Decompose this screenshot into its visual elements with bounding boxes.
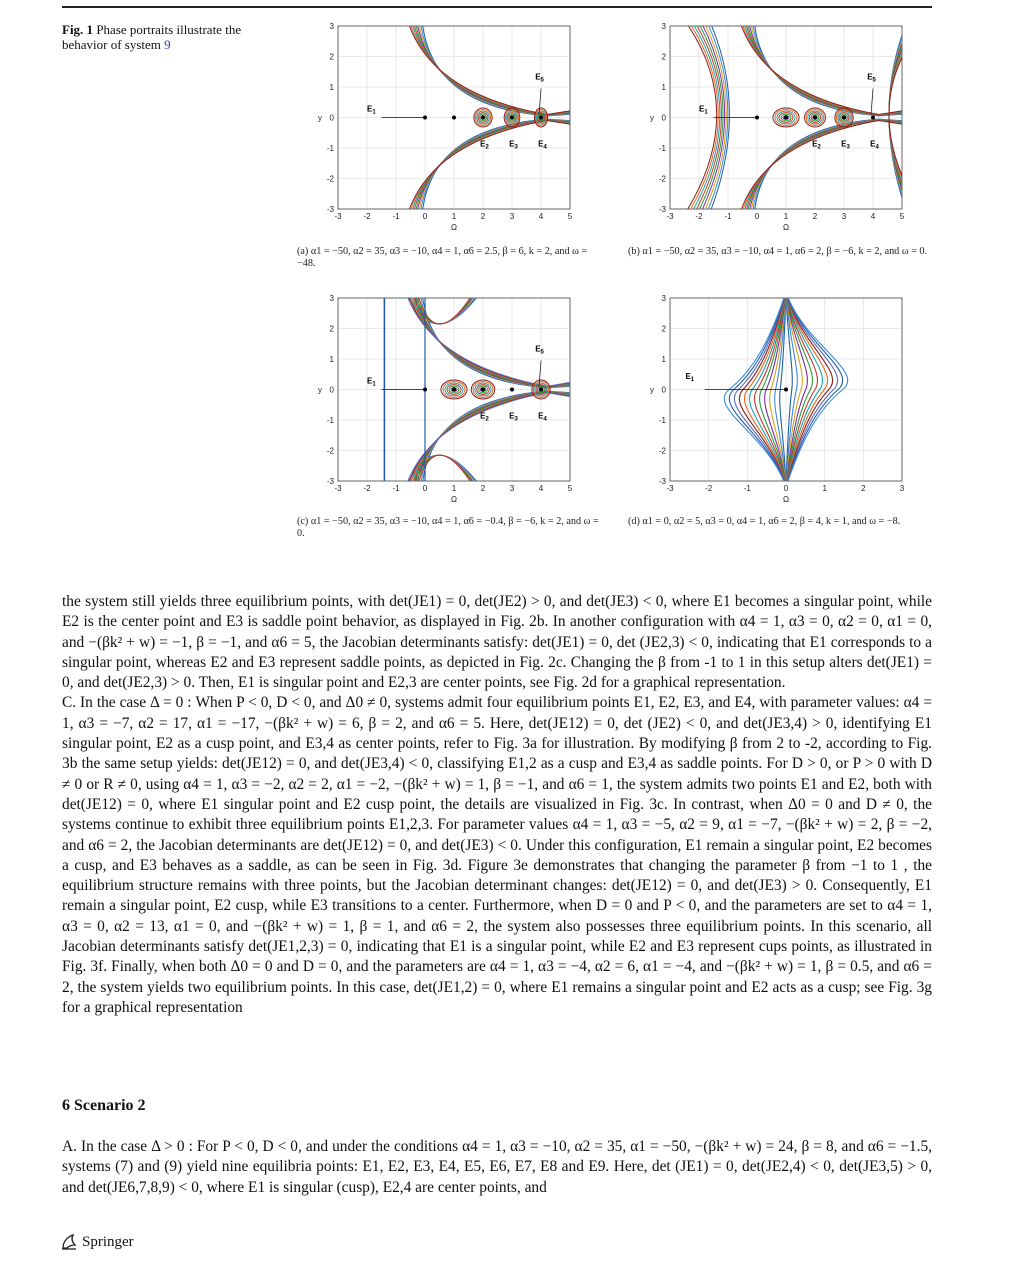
figure-caption-ref[interactable]: 9 bbox=[164, 37, 171, 52]
x-tick-label: 4 bbox=[538, 212, 544, 221]
y-tick-label: 1 bbox=[661, 83, 666, 92]
y-tick-label: 1 bbox=[329, 355, 334, 364]
equilibrium-label: $E_5$ bbox=[867, 72, 876, 84]
x-tick-label: 5 bbox=[567, 212, 573, 221]
x-tick-label: 4 bbox=[870, 212, 876, 221]
y-tick-label: 2 bbox=[661, 324, 666, 334]
trajectory bbox=[422, 289, 576, 388]
trajectory bbox=[406, 289, 575, 387]
equilibrium-label: $E_2$ bbox=[812, 139, 821, 151]
equilibrium-label: $E_4$ bbox=[538, 411, 547, 423]
paragraph-1: the system still yields three equilibrium points, with det(JE1) = 0, det(JE2) > 0, and det(JE3) < 0, where E1 becomes a singular point, while E2 is the center point and E3 is saddle point behavior, as displayed in Fig. 2b. In another configuration with α4 = 1, α3 = 0, α2 = 0, α1 = 0, and −(βk² + w) = −1, β = −1, and α6 = 5, the Jacobian determinants satisfy: det(JE1) = 0, det (JE2,3) < 0, indicating that E1 corresponds to a singular point, whereas E2 and E3 represent saddle points, as depicted in Fig. 2c. Changing the β from -1 to 1 in this setup alters det(JE1) = 0, and det(JE2,3) > 0. Then, E1 is singular point and E2,3 are center points, see Fig. 2d for a graphical representation. bbox=[62, 593, 932, 692]
trajectory bbox=[754, 17, 908, 116]
equilibrium-point bbox=[452, 388, 456, 392]
phase-portrait-c bbox=[310, 290, 600, 515]
x-axis-label: Ω bbox=[451, 495, 457, 504]
y-tick-label: -3 bbox=[326, 477, 334, 486]
equilibrium-point bbox=[481, 116, 485, 120]
y-tick-label: -3 bbox=[326, 205, 334, 214]
x-tick-label: -1 bbox=[743, 484, 751, 493]
trajectory bbox=[420, 289, 576, 388]
trajectory bbox=[418, 120, 576, 219]
x-tick-label: 5 bbox=[567, 484, 573, 493]
y-tick-label: 0 bbox=[329, 113, 334, 123]
y-tick-label: 3 bbox=[661, 22, 666, 31]
y-tick-label: -3 bbox=[658, 205, 666, 214]
x-tick-label: -3 bbox=[666, 212, 674, 221]
x-tick-label: 0 bbox=[422, 484, 428, 493]
section-title: Scenario 2 bbox=[74, 1097, 146, 1114]
x-tick-label: -1 bbox=[392, 212, 400, 221]
y-tick-label: -1 bbox=[326, 416, 334, 425]
equilibrium-point bbox=[452, 116, 456, 120]
body-text bbox=[62, 592, 932, 1018]
equilibrium-label: $E_4$ bbox=[538, 139, 547, 151]
equilibrium-point bbox=[784, 116, 788, 120]
y-tick-label: -2 bbox=[658, 446, 666, 456]
equilibrium-point bbox=[539, 116, 543, 120]
equilibrium-point bbox=[755, 116, 759, 120]
y-tick-label: 2 bbox=[661, 52, 666, 62]
springer-logo-icon bbox=[60, 1233, 78, 1251]
y-tick-label: -2 bbox=[658, 174, 666, 184]
trajectory bbox=[750, 17, 908, 116]
x-tick-label: -1 bbox=[392, 484, 400, 493]
y-axis-label: y bbox=[318, 113, 322, 123]
x-tick-label: 1 bbox=[822, 484, 827, 493]
phase-portrait-d bbox=[642, 290, 932, 515]
y-tick-label: -1 bbox=[326, 144, 334, 153]
y-tick-label: -1 bbox=[658, 416, 666, 425]
y-tick-label: -3 bbox=[658, 477, 666, 486]
y-tick-label: -2 bbox=[326, 174, 334, 184]
x-tick-label: 0 bbox=[422, 212, 428, 221]
trajectory bbox=[738, 121, 907, 219]
x-tick-label: 0 bbox=[754, 212, 760, 221]
equilibrium-point bbox=[510, 388, 514, 392]
equilibrium-label: $E_5$ bbox=[535, 344, 544, 356]
trajectory bbox=[422, 119, 576, 218]
x-axis-label: Ω bbox=[451, 223, 457, 232]
y-tick-label: 1 bbox=[661, 355, 666, 364]
trajectory bbox=[406, 17, 575, 115]
trajectory bbox=[738, 17, 907, 115]
y-axis-label: y bbox=[318, 385, 322, 395]
trajectory bbox=[406, 121, 575, 219]
equilibrium-label: $E_1$ bbox=[685, 371, 695, 383]
equilibrium-point bbox=[842, 116, 846, 120]
y-tick-label: 0 bbox=[661, 113, 666, 123]
phase-portrait-svg bbox=[642, 18, 932, 243]
trajectory bbox=[416, 120, 576, 218]
section-heading bbox=[62, 1097, 146, 1115]
x-tick-label: 1 bbox=[451, 484, 457, 493]
x-tick-label: 5 bbox=[899, 212, 905, 221]
equilibrium-point bbox=[423, 388, 427, 392]
y-tick-label: 0 bbox=[661, 385, 666, 395]
y-tick-label: -2 bbox=[326, 446, 334, 456]
x-tick-label: -3 bbox=[334, 484, 342, 493]
publisher-name: Springer bbox=[82, 1233, 134, 1250]
equilibrium-label: $E_1$ bbox=[699, 104, 708, 116]
trajectory bbox=[422, 17, 576, 116]
x-tick-label: 3 bbox=[841, 212, 847, 221]
x-tick-label: 2 bbox=[861, 484, 866, 493]
equilibrium-label: $E_3$ bbox=[841, 139, 850, 151]
phase-portrait-svg bbox=[310, 290, 600, 515]
phase-portrait-a bbox=[310, 18, 600, 243]
x-tick-label: 3 bbox=[509, 484, 515, 493]
x-tick-label: -2 bbox=[705, 484, 713, 493]
x-tick-label: 1 bbox=[783, 212, 789, 221]
equilibrium-label: $E_3$ bbox=[509, 139, 518, 151]
y-tick-label: 3 bbox=[329, 22, 334, 31]
x-tick-label: -2 bbox=[695, 212, 703, 221]
trajectory bbox=[754, 119, 908, 218]
phase-portrait-svg bbox=[310, 18, 600, 243]
equilibrium-label: $E_4$ bbox=[870, 139, 879, 151]
x-tick-label: 2 bbox=[812, 212, 818, 221]
trajectory bbox=[406, 393, 575, 491]
x-tick-label: -1 bbox=[724, 212, 732, 221]
trajectory bbox=[746, 120, 908, 218]
trajectory bbox=[752, 17, 908, 116]
x-tick-label: 2 bbox=[480, 212, 486, 221]
trajectory bbox=[746, 17, 908, 115]
trajectory bbox=[416, 17, 576, 115]
equilibrium-label: $E_2$ bbox=[480, 411, 489, 423]
phase-portrait-svg bbox=[642, 290, 932, 515]
equilibrium-point bbox=[871, 116, 875, 120]
trajectory bbox=[748, 17, 908, 115]
trajectory bbox=[420, 119, 576, 218]
x-tick-label: 4 bbox=[538, 484, 544, 493]
trajectory bbox=[748, 120, 908, 218]
equilibrium-label: $E_1$ bbox=[367, 104, 376, 116]
x-tick-label: -2 bbox=[363, 212, 371, 221]
top-rule bbox=[62, 6, 932, 8]
equilibrium-label: $E_5$ bbox=[535, 72, 544, 84]
x-tick-label: 3 bbox=[509, 212, 515, 221]
y-tick-label: 2 bbox=[329, 52, 334, 62]
footer bbox=[60, 1233, 134, 1251]
x-tick-label: 0 bbox=[783, 484, 789, 493]
equilibrium-point bbox=[784, 388, 788, 392]
trajectory bbox=[414, 120, 576, 218]
x-tick-label: -3 bbox=[666, 484, 674, 493]
trajectory bbox=[422, 391, 576, 490]
x-axis-label: Ω bbox=[783, 223, 789, 232]
section-number: 6 bbox=[62, 1097, 70, 1114]
x-tick-label: -3 bbox=[334, 212, 342, 221]
y-tick-label: -1 bbox=[658, 144, 666, 153]
y-axis-label: y bbox=[650, 385, 654, 395]
x-tick-label: 1 bbox=[451, 212, 457, 221]
subcaption-b: (b) α1 = −50, α2 = 35, α3 = −10, α4 = 1, α6 = 2, β = −6, k = 2, and ω = 0. bbox=[628, 246, 928, 257]
y-axis-label: y bbox=[650, 113, 654, 123]
subcaption-d: (d) α1 = 0, α2 = 5, α3 = 0, α4 = 1, α6 = 2, β = 4, k = 1, and ω = −8. bbox=[628, 516, 901, 527]
y-tick-label: 2 bbox=[329, 324, 334, 334]
figure-caption-text: Phase portraits illustrate the behavior of system bbox=[62, 22, 242, 52]
paragraph-2: C. In the case Δ = 0 : When P < 0, D < 0, and Δ0 ≠ 0, systems admit four equilibrium points E1, E2, E3, and E4, with parameter values: α4 = 1, α3 = −7, α2 = 17, α1 = −17, −(βk² + w) = 6, β = 2, and α6 = 5. Here, det(JE12) = 0, det (JE2) < 0, and det(JE3,4) > 0, identifying E1 singular point, E2 as a cusp point, and E3,4 as center points, refer to Fig. 3a for illustration. By modifying β from 2 to -2, according to Fig. 3b the same setup yields: det(JE12) = 0, and det(JE3,4) < 0, classifying E1,2 as a cusp and E3,4 as saddle points. For D > 0, or P > 0 with D ≠ 0 or R ≠ 0, using α4 = 1, α3 = −2, α2 = 2, α1 = −2, −(βk² + w) = 1, β = −1, and α6 = 1, the system admits two points E1 and E2, both with det(JE12) = 0, where E1 singular point and E2 cusp point, the details are visualized in Fig. 3c. In contrast, when Δ0 = 0 and D ≠ 0, the systems continue to exhibit three equilibrium points E1,2,3. For parameter values α4 = 1, α3 = −5, α2 = 9, α1 = −7, −(βk² + w) = 2, β = −2, and α6 = 2, the Jacobian determinants are det(JE12) = 0, and det(JE3) < 0. Under this configuration, E1 remain a singular point, E2 becomes a cusp, and E3 behaves as a saddle, as can be seen in Fig. 3d. Figure 3e demonstrates that changing the parameter β from −1 to 1 , the equilibrium structure remains with three points, but the Jacobian determinant changes: det(JE12) = 0, and det(JE3) > 0. Consequently, E1 remain a singular point, E2 cusp, while E3 transitions to a center. Furthermore, when D = 0 and P < 0, and the parameters are set to α4 = 1, α3 = 0, α2 = 13, α1 = 0, and −(βk² + w) = 1, β = 1, and α6 = 2, the system also possesses three equilibrium points. In this scenario, all Jacobian determinants satisfy det(JE1,2,3) = 0, indicating that E1 is a singular point, while E2 and E3 represent cups points, as illustrated in Fig. 3f. Finally, when both Δ0 = 0 and D = 0, and the parameters are α4 = 1, α3 = −4, α2 = 6, α1 = −4, and −(βk² + w) = 1, β = 0.5, and α6 = 2, the system yields two equilibrium points. In this case, det(JE1,2) = 0, where E1 remains a singular point and E2 acts as a cusp; see Fig. 3g for a graphical representation bbox=[62, 694, 932, 1016]
equilibrium-point bbox=[539, 388, 543, 392]
trajectory bbox=[414, 17, 576, 115]
x-tick-label: 2 bbox=[480, 484, 486, 493]
phase-portrait-b bbox=[642, 18, 932, 243]
figure-caption bbox=[62, 22, 247, 52]
equilibrium-label: $E_1$ bbox=[367, 376, 376, 388]
section-paragraph: A. In the case Δ > 0 : For P < 0, D < 0, and under the conditions α4 = 1, α3 = −10, α2 = 35, α1 = −50, −(βk² + w) = 24, β = 8, and α6 = −1.5, systems (7) and (9) yield nine equilibria points: E1, E2, E3, E4, E5, E6, E7, E8 and E9. Here, det (JE1) = 0, det(JE2,4) < 0, det(JE3,5) > 0, and det(JE6,7,8,9) < 0, where E1 is singular (cusp), E2,4 are center points, and bbox=[62, 1138, 932, 1196]
y-tick-label: 1 bbox=[329, 83, 334, 92]
x-tick-label: 3 bbox=[899, 484, 905, 493]
x-axis-label: Ω bbox=[783, 495, 789, 504]
equilibrium-point bbox=[481, 388, 485, 392]
trajectory bbox=[418, 17, 576, 116]
x-tick-label: -2 bbox=[363, 484, 371, 493]
subcaption-c: (c) α1 = −50, α2 = 35, α3 = −10, α4 = 1, α6 = −0.4, β = −6, k = 2, and ω = 0. bbox=[297, 516, 599, 539]
y-tick-label: 0 bbox=[329, 385, 334, 395]
equilibrium-label: $E_2$ bbox=[480, 139, 489, 151]
trajectory bbox=[752, 119, 908, 218]
equilibrium-point bbox=[510, 116, 514, 120]
trajectory bbox=[420, 17, 576, 116]
y-tick-label: 3 bbox=[661, 294, 666, 303]
y-tick-label: 3 bbox=[329, 294, 334, 303]
trajectory bbox=[420, 391, 576, 490]
subcaption-a: (a) α1 = −50, α2 = 35, α3 = −10, α4 = 1, α6 = 2.5, β = 6, k = 2, and ω = −48. bbox=[297, 246, 588, 269]
equilibrium-label: $E_3$ bbox=[509, 411, 518, 423]
equilibrium-point bbox=[813, 116, 817, 120]
figure-label: Fig. 1 bbox=[62, 22, 94, 37]
trajectory bbox=[750, 120, 908, 219]
equilibrium-point bbox=[423, 116, 427, 120]
